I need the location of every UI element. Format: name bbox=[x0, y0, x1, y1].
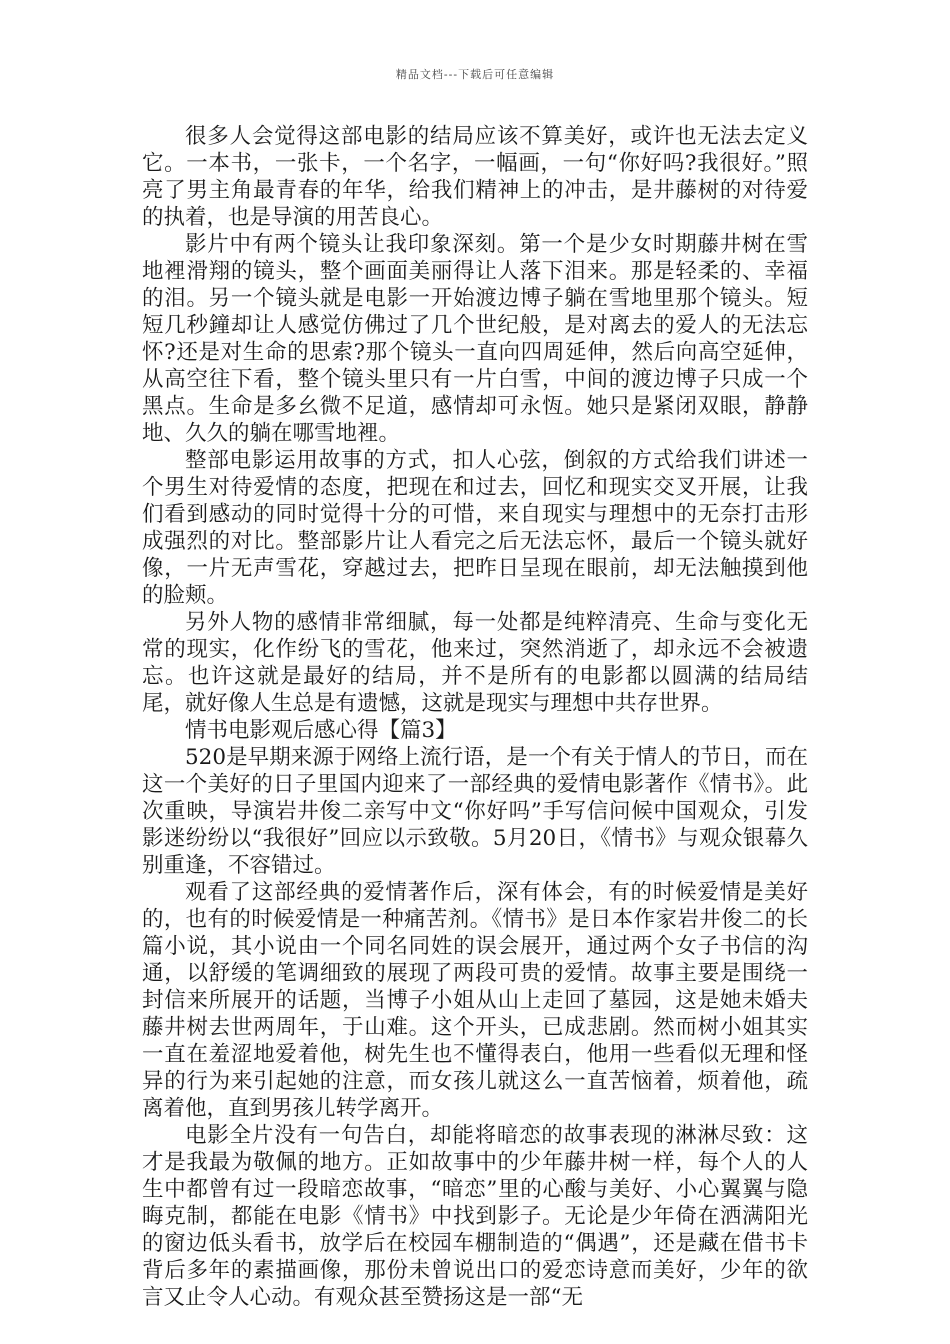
section-heading: 情书电影观后感心得【篇3】 bbox=[185, 718, 457, 743]
paragraph-rerelease: 520是早期来源于网络上流行语，是一个有关于情人的节日，而在这一个美好的日子里国内迎来了一部经典的爱情电影著作《情书》。此次重映，导演岩井俊二亲写中文“你好吗”手写信问候中国观众，引发影迷纷纷以“我很好”回应以示致敬。5月20日，《情书》与观众银幕久别重逢，不容错过。 bbox=[142, 745, 808, 878]
paragraph-narrative: 整部电影运用故事的方式，扣人心弦，倒叙的方式给我们讲述一个男生对待爱情的态度，把现在和过去，回忆和现实交叉开展，让我们看到感动的同时觉得十分的可惜，来自现实与理想中的无奈打击形成强烈的对比。整部影片让人看完之后无法忘怀，最后一个镜头就好像，一片无声雪花，穿越过去，把昨日呈现在眼前，却无法触摸到他的脸颊。 bbox=[142, 448, 808, 608]
paragraph-story: 观看了这部经典的爱情著作后，深有体会，有的时候爱情是美好的，也有的时候爱情是一种痛苦剂。《情书》是日本作家岩井俊二的长篇小说，其小说由一个同名同姓的误会展开，通过两个女子书信的沟通，以舒缓的笔调细致的展现了两段可贵的爱情。故事主要是围绕一封信来所展开的话题，当博子小姐从山上走回了墓园，这是她未婚夫藤井树去世两周年，于山难。这个开头，已成悲剧。然而树小姐其实一直在羞涩地爱着他，树先生也不懂得表白，他用一些看似无理和怪异的行为来引起她的注意，而女孩儿就这么一直苦恼着，烦着他，疏离着他，直到男孩儿转学离开。 bbox=[142, 880, 808, 1121]
paragraph-memorable-shots: 影片中有两个镜头让我印象深刻。第一个是少女时期藤井树在雪地裡滑翔的镜头，整个画面美丽得让人落下泪来。那是轻柔的、幸福的泪。另一个镜头就是电影一开始渡边博子躺在雪地里那个镜头。短短几秒鐘却让人感觉仿佛过了几个世纪般，是对离去的爱人的无法忘怀?还是对生命的思索?那个镜头一直向四周延伸，然后向高空延伸，从高空往下看，整个镜头里只有一片白雪，中间的渡边博子只成一个黑点。生命是多幺微不足道，感情却可永恆。她只是紧闭双眼，静静地、久久的躺在哪雪地裡。 bbox=[142, 232, 808, 446]
paragraph-secret-love: 电影全片没有一句告白，却能将暗恋的故事表现的淋淋尽致：这才是我最为敬佩的地方。正如故事中的少年藤井树一样，每个人的人生中都曾有过一段暗恋故事，“暗恋”里的心酸与美好、小心翼翼与隐晦克制，都能在电影《情书》中找到影子。无论是少年倚在洒满阳光的窗边低头看书，放学后在校园车棚制造的“偶遇”，还是藏在借书卡背后多年的素描画像，那份未曾说出口的爱恋诗意而美好，少年的欲言又止令人心动。有观众甚至赞扬这是一部“无 bbox=[142, 1123, 808, 1310]
paragraph-ending: 很多人会觉得这部电影的结局应该不算美好，或许也无法去定义它。一本书，一张卡，一个名字，一幅画，一句“你好吗?我很好。”照亮了男主角最青春的年华，给我们精神上的冲击，是井藤树的对待爱的执着，也是导演的用苦良心。 bbox=[142, 124, 808, 230]
paragraph-emotion: 另外人物的感情非常细腻，每一处都是纯粹清亮、生命与变化无常的现实，化作纷飞的雪花，他来过，突然消逝了，却永远不会被遗忘。也许这就是最好的结局，并不是所有的电影都以圆满的结局结尾，就好像人生总是有遗憾，这就是现实与理想中共存世界。 bbox=[142, 610, 808, 716]
page-header: 精品文档---下载后可任意编辑 bbox=[395, 68, 555, 81]
document-body bbox=[142, 123, 808, 1311]
